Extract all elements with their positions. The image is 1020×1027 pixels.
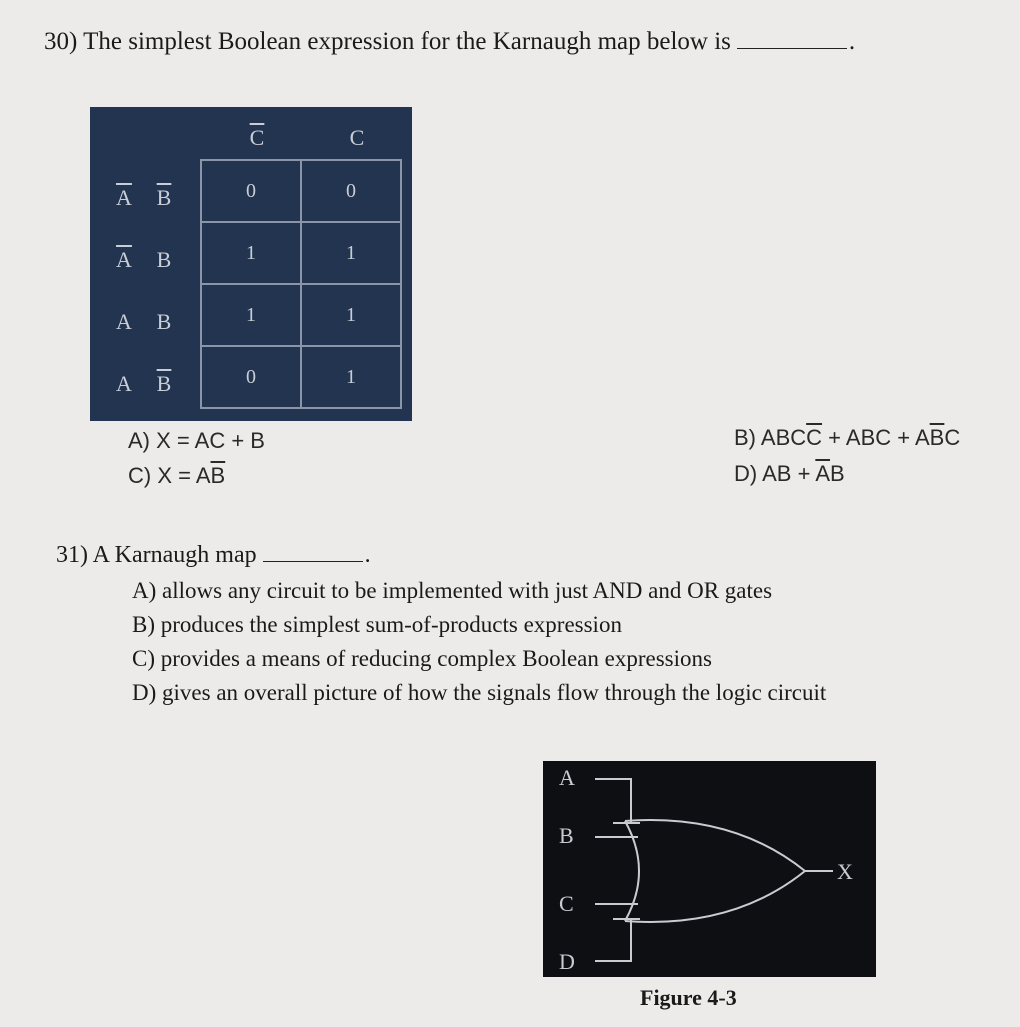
input-d-label: D bbox=[559, 949, 575, 974]
question-30-end: . bbox=[848, 28, 856, 55]
q31-option-c[interactable]: C) provides a means of reducing complex Boolean expressions bbox=[132, 646, 712, 671]
question-30-text: 30) The simplest Boolean expression for the Karnaugh map below is bbox=[44, 28, 731, 55]
kmap-row-header-3: A B bbox=[116, 309, 172, 334]
kmap-cell: 0 bbox=[301, 160, 401, 222]
or-gate-diagram bbox=[543, 761, 876, 977]
kmap-row-header-4: A $\overline{B}$ bbox=[116, 371, 172, 396]
q30-option-d[interactable]: D) AB + $\overline{A}B$ bbox=[734, 461, 845, 486]
kmap-col-header-c-bar: $\overline{C}$ bbox=[249, 125, 265, 150]
answer-blank bbox=[263, 543, 363, 562]
input-a-label: A bbox=[559, 765, 575, 790]
q30-option-b[interactable]: B) $ABC\overline{C}$ + ABC + $A\overline{B}C$ bbox=[734, 425, 961, 450]
kmap-cell: 1 bbox=[301, 346, 401, 408]
kmap-row-header-2: $\overline{A}$ B bbox=[116, 247, 172, 272]
q30-option-c[interactable]: C) $X = A\overline{B}$ bbox=[128, 463, 226, 488]
question-31-text: 31) A Karnaugh map bbox=[56, 542, 257, 568]
input-b-label: B bbox=[559, 823, 574, 848]
kmap-cell: 1 bbox=[301, 222, 401, 284]
kmap-cell: 1 bbox=[301, 284, 401, 346]
q31-option-d[interactable]: D) gives an overall picture of how the signals flow through the logic circuit bbox=[132, 680, 827, 705]
q30-option-a[interactable]: A) X = AC + B bbox=[128, 428, 265, 453]
kmap-grid bbox=[200, 159, 402, 409]
karnaugh-map bbox=[90, 107, 412, 421]
or-gate-wires bbox=[595, 779, 833, 961]
answer-blank bbox=[737, 30, 847, 49]
question-31-title: 31) A Karnaugh map . bbox=[56, 542, 371, 568]
q31-option-b[interactable]: B) produces the simplest sum-of-products expression bbox=[132, 612, 622, 637]
question-30-title bbox=[44, 28, 855, 56]
kmap-cell: 0 bbox=[201, 346, 301, 408]
output-x-label: X bbox=[837, 859, 853, 884]
q31-option-a[interactable]: A) allows any circuit to be implemented with just AND and OR gates bbox=[132, 578, 773, 603]
kmap-cell: 0 bbox=[201, 160, 301, 222]
kmap-cell: 1 bbox=[201, 222, 301, 284]
kmap-cell: 1 bbox=[201, 284, 301, 346]
kmap-col-header-c: C bbox=[349, 125, 365, 150]
figure-caption: Figure 4-3 bbox=[640, 985, 737, 1010]
kmap-row-header-1: $\overline{A}$ $\overline{B}$ bbox=[116, 185, 172, 210]
q31-options bbox=[132, 574, 826, 710]
input-c-label: C bbox=[559, 891, 574, 916]
or-gate-figure bbox=[543, 761, 876, 977]
or-gate-body bbox=[625, 820, 805, 922]
